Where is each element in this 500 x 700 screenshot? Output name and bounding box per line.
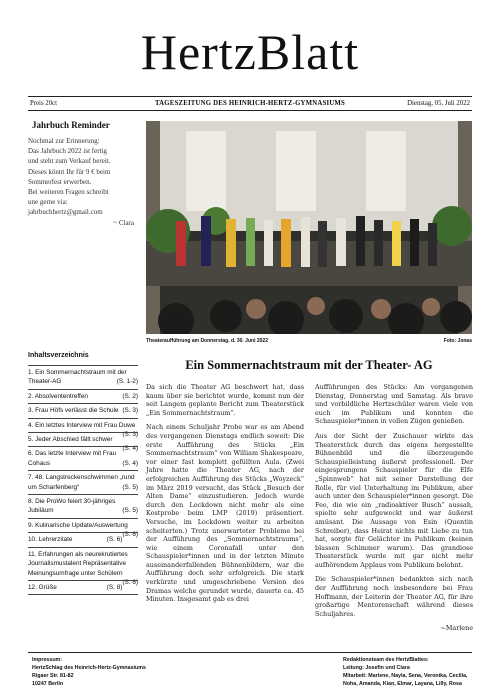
article-paragraph: Aufführungen des Stücks: Am vergangenen Dienstag, Donnerstag und Samstag. Als brave und vorbildliche Hertzschüler waren viele von euch im Publikum und konnten die Schauspieler*innen in vollen Zügen genießen. [315,383,473,426]
toc-item-label: 4. Ein letztes Interview mit Frau Duwe [28,421,136,429]
toc-list [28,365,138,595]
article-paragraph: Da sich die Theater AG beschwert hat, dass kaum über sie berichtet wurde, kommt nun der seit Langem geplante Bericht zum Theaterstück „Ein Sommernachtstraum“. [146,383,304,417]
reminder-email[interactable]: jahrbuchhertz@gmail.com [28,208,103,217]
reminder-line: Sommerfest erwerben. [28,177,92,186]
redaktion [343,656,483,688]
article-paragraph: Aus der Sicht der Zuschauer wirkte das Theaterstück durch das eigens hergestellte Bühnenbild und die überzeugende Schauspielleistung äußerst professionell. Der eingesprungene Schauspieler für die Elfe „Spinnweb“ hat mit seiner Darstellung der Rolle, für viel Unterhaltung im Publikum, aber auch unter den Schauspieler*innen gesorgt. Die Fee, die wie ein „radioaktiver Busch“ aussah, spielte sehr aufgeweckt und war äußerst amüsant. Die Aussage von Esin (Quentin Schreiber), dass Heirat nichts mit Liebe zu tun hat, sorgte für Gelächter im Publikum (keinen blassen Schimmer warum). Das grandiose Theaterstück wurde mit gar nicht mehr aufhörendem Applaus vom Publikum belohnt. [315,431,473,569]
impressum [32,656,232,688]
footer-rule [28,652,472,653]
toc-item[interactable] [28,403,138,417]
toc-item-page: (S. 1-2) [116,378,138,386]
reminder-line: Das Jahrbuch 2022 ist fertig [28,147,107,156]
jahrbuch-reminder [28,120,138,228]
reminder-title: Jahrbuch Reminder [32,120,110,130]
redaktion-line: Mitarbeit: Marlene, Nayla, Sena, Veronika, Cecilia, Noha, Amanda, Kian, Elmar, Layana, Lilly, Rosa [343,673,468,687]
stage-illustration [146,121,472,334]
toc-item[interactable] [28,580,138,595]
photo-credit: Foto: Jonas [443,338,472,344]
toc-item-page: (S. 3) [122,407,138,415]
toc-item[interactable] [28,389,138,403]
toc-item-page: (S. 2) [122,392,138,400]
toc-title: Inhaltsverzeichnis [28,352,89,359]
article-column-right [315,383,473,639]
redaktion-title: Redaktionsteam des HertzBlattes: [343,657,429,663]
toc-item-label: 9. Kulinarische Update/Auswertung [28,521,128,529]
article-column-left [146,383,304,610]
issue-date: Dienstag, 05. Juli 2022 [407,100,470,107]
toc-item-page: (S. 5) [122,507,138,515]
toc-item-label: 12. Grüße [28,583,57,591]
newspaper-title: HertzBlatt [140,24,360,80]
toc-item-page: (S. 3) [122,431,138,439]
toc-item-label: 11. Erfahrungen als neurekrutiertes Journalismustalent Repräsentative Meinungsumfrage unter Schülern [28,550,128,577]
toc-item[interactable] [28,365,138,389]
toc-item-label: 8. Die ProWo feiert 30-jähriges Jubiläum [28,498,116,515]
tagline: TAGESZEITUNG DES HEINRICH-HERTZ-GYMNASIUMS [154,100,346,107]
toc-item-label: 10. Lehrerzitate [28,536,73,544]
impressum-line: Rigaer Str. 81-82 [32,673,74,679]
toc-item-page: (S. 6) [122,578,138,586]
reminder-line: Bei weiteren Fragen schreibt [28,188,109,197]
toc-item-label: 1. Ein Sommernachtstraum mit der Theater-AG [28,369,127,386]
toc-item[interactable] [28,470,138,494]
reminder-signature: ~ Clara [113,218,134,227]
toc-item[interactable] [28,547,138,586]
toc-item-page: (S. 4) [122,445,138,453]
reminder-line: und steht zum Verkauf bereit. [28,157,111,166]
toc-item[interactable] [28,518,138,539]
toc-item-page: (S. 6) [106,536,123,544]
toc-item-page: (S. 5) [122,483,138,491]
article-signature: ~Marlene [440,624,473,633]
impressum-line: 10247 Berlin [32,681,64,687]
price-label: Preis 20ct [30,100,57,107]
toc-item-page: (S. 4) [122,459,138,467]
redaktion-line: Leitung: Josefin und Clara [343,665,410,671]
toc-item-label: 5. Jeder Abschied fällt schwer [28,436,113,444]
toc-item-label: 3. Frau Höfs verlässt die Schule [28,407,119,415]
info-bar-top-rule [28,96,472,97]
impressum-title: Impressum: [32,657,63,663]
reminder-line: Dieses könnt Ihr für 9 € beim [28,167,111,176]
toc-item-page: (S. 8) [106,583,123,591]
impressum-line: HertzSchlag des Heinrich-Hertz-Gymnasiums [32,665,146,671]
toc-item[interactable] [28,494,138,518]
photo-caption [146,338,472,344]
reminder-line: une gerne via: [28,198,68,207]
toc-item-label: 7. 48. Langstreckenschwimmen „rund um Scharfenberg“ [28,474,135,491]
reminder-line: Nochmal zur Erinnerung: [28,137,100,145]
toc-item-page: (S. 6) [122,531,138,539]
article-paragraph: Die Schauspieler*innen bedankten sich nach der Aufführung noch insbesondere bei Frau Hoffmann, der Leiterin der Theater AG, für ihre großartige Mentorenschaft während dieses Schuljahres. [315,575,473,618]
toc-item-label: 2. Absolvententreffen [28,392,88,400]
theater-photo [146,121,472,334]
table-of-contents [28,352,138,595]
info-bar [28,96,472,112]
toc-item-label: 6. Das letzte Interview mit Frau Cohaus [28,450,117,467]
info-bar-bottom-rule [28,110,472,111]
toc-item[interactable] [28,432,138,453]
article-headline: Ein Sommernachtstraum mit der Theater- AG [185,358,433,372]
toc-item[interactable] [28,418,138,439]
toc-item[interactable] [28,532,138,546]
caption-text: Theateraufführung am Donnerstag, d. 30. Juni 2022 [146,338,268,344]
article-paragraph: Nach einem Schuljahr Probe war es am Abend des vergangenen Dienstags endlich soweit: Die erste Aufführung des Stücks „Ein Sommernachtstraum“ von William Shakespeare, vor einer fast komplett gefüllten Aula. (Zwei Jahre hatte die Theater AG, nach der erfolgreichen Aufführung des Stücks „Woyzeck“ im März 2019 versucht, das Stück „Besuch der Alten Dame“ einzustudieren. Jedoch wurde durch den Lockdown nicht mehr als eine Kostprobe beim LMP (2019) präsentiert. Versuche, im Lockdown weiter zu arbeiten scheiterten.) Trotz unerwarteter Probleme bei der Aufführung des „Sommernachtstraums“, wie einem Coronafall unter den Schauspieler*innen und in der letzten Minute auseinanderfallenden Bühnenbildern, war die Aufführung doch sehr erfolgreich. Die stark verkürzte und umgeschriebene Version des Dramas welche gerundet wurde, dauerte ca. 45 Minuten. Insgesamt gab es drei [146,423,304,604]
toc-item[interactable] [28,446,138,470]
